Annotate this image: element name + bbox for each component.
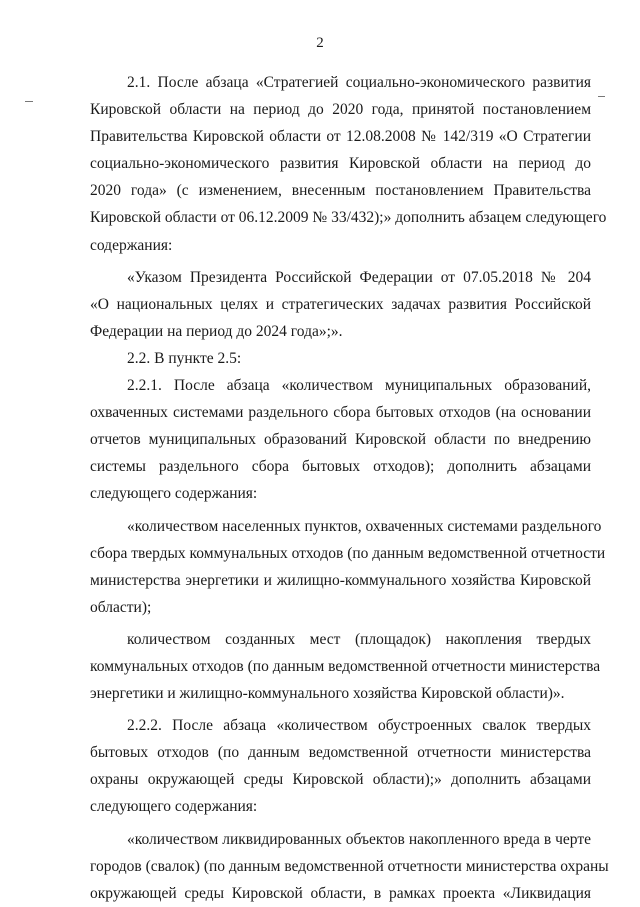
- text-line: Кировской области от 06.12.2009 № 33/432);» дополнить абзацем следующего: [90, 209, 607, 227]
- text-line: системы раздельного сбора бытовых отходов); дополнить абзацами: [90, 458, 591, 476]
- scan-artifact-mark: [598, 96, 605, 97]
- text-line: области);: [90, 598, 152, 616]
- paragraph-2-2: [90, 345, 591, 372]
- text-line: 2.2.1. После абзаца «количеством муниципальных образований,: [127, 377, 591, 395]
- text-line: «О национальных целях и стратегических задачах развития Российской: [90, 295, 591, 313]
- text-line: окружающей среды Кировской области, в рамках проекта «Ликвидация: [90, 884, 591, 902]
- paragraph-liquidated-quote: [90, 826, 609, 907]
- text-line: Правительства Кировской области от 12.08.2008 № 142/319 «О Стратегии: [90, 128, 591, 146]
- text-line: охраны окружающей среды Кировской области);» дополнить абзацами: [90, 771, 591, 789]
- paragraph-2-2-1: [90, 372, 591, 507]
- text-line: отчетов муниципальных образований Кировской области по внедрению: [90, 431, 591, 449]
- scan-artifact-mark: [25, 101, 33, 102]
- text-line: 2.2. В пункте 2.5:: [127, 349, 242, 367]
- text-line: социально-экономического развития Кировской области на период до: [90, 155, 591, 173]
- text-line: «количеством населенных пунктов, охваченных системами раздельного: [127, 517, 602, 535]
- text-line: Федерации на период до 2024 года»;».: [90, 322, 343, 340]
- page-number: 2: [316, 35, 324, 51]
- text-line: энергетики и жилищно-коммунального хозяйства Кировской области)».: [90, 685, 565, 703]
- text-line: Кировской области на период до 2020 года, принятой постановлением: [90, 101, 591, 119]
- text-line: охваченных системами раздельного сбора бытовых отходов (на основании: [90, 404, 591, 422]
- text-line: «Указом Президента Российской Федерации от 07.05.2018 № 204: [127, 268, 591, 286]
- paragraph-decree-quote: [90, 264, 591, 345]
- document-body: [90, 69, 609, 907]
- text-line: «количеством ликвидированных объектов накопленного вреда в черте: [127, 830, 591, 848]
- text-line: сбора твердых коммунальных отходов (по данным ведомственной отчетности: [90, 544, 606, 562]
- paragraph-2-2-2: [90, 712, 591, 820]
- paragraph-2-1: [90, 69, 607, 259]
- text-line: количеством созданных мест (площадок) накопления твердых: [127, 630, 591, 648]
- paragraph-settlements-quote: [90, 513, 606, 621]
- text-line: 2.1. После абзаца «Стратегией социально-экономического развития: [127, 74, 591, 91]
- text-line: министерства энергетики и жилищно-коммунального хозяйства Кировской: [90, 571, 591, 589]
- text-line: бытовых отходов (по данным ведомственной отчетности министерства: [90, 744, 591, 762]
- text-line: следующего содержания:: [90, 485, 258, 503]
- text-line: городов (свалок) (по данным ведомственной отчетности министерства охраны: [90, 857, 609, 875]
- text-line: 2020 года» (с изменением, внесенным постановлением Правительства: [90, 182, 591, 200]
- text-line: коммунальных отходов (по данным ведомственной отчетности министерства: [90, 657, 601, 675]
- text-line: 2.2.2. После абзаца «количеством обустроенных свалок твердых: [127, 717, 591, 735]
- paragraph-sites-quote: [90, 626, 601, 707]
- text-line: следующего содержания:: [90, 798, 258, 816]
- text-line: содержания:: [90, 236, 173, 254]
